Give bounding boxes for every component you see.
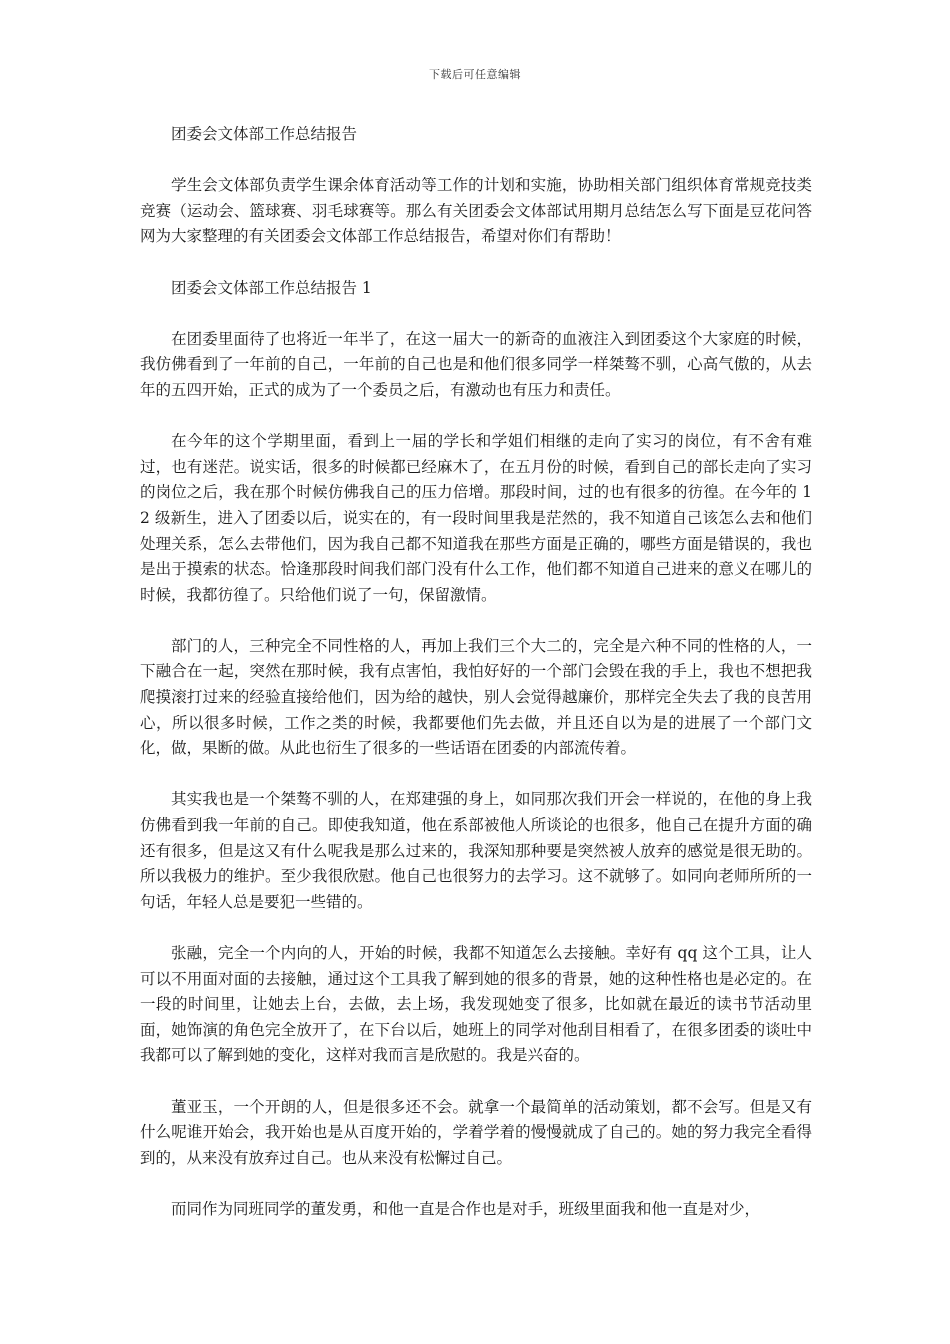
page-header: 下载后可任意编辑 <box>429 68 521 81</box>
body-paragraph: 部门的人，三种完全不同性格的人，再加上我们三个大二的，完全是六种不同的性格的人，一下融合在一起，突然在那时候，我有点害怕，我怕好好的一个部门会毁在我的手上，我也不想把我爬摸滚打过来的经验直接给他们，因为给的越快，别人会觉得越廉价，那样完全失去了我的良苦用心，所以很多时候，工作之类的时候，我都要他们先去做，并且还自以为是的进展了一个部门文化，做，果断的做。从此也衍生了很多的一些话语在团委的内部流传着。 <box>140 636 812 758</box>
body-paragraph: 在团委里面待了也将近一年半了，在这一届大一的新奇的血液注入到团委这个大家庭的时候，我仿佛看到了一年前的自己，一年前的自己也是和他们很多同学一样桀骜不驯，心高气傲的，从去年的五四开始，正式的成为了一个委员之后，有激动也有压力和责任。 <box>140 329 812 399</box>
document-title: 团委会文体部工作总结报告 <box>171 125 358 143</box>
document-body <box>140 122 812 1248</box>
body-paragraph: 张融，完全一个内向的人，开始的时候，我都不知道怎么去接触。幸好有 qq 这个工具，让人可以不用面对面的去接触，通过这个工具我了解到她的很多的背景，她的这种性格也是必定的。在一段的时间里，让她去上台，去做，去上场，我发现她变了很多，比如就在最近的读书节活动里面，她饰演的角色完全放开了，在下台以后，她班上的同学对他刮目相看了，在很多团委的谈吐中我都可以了解到她的变化，这样对我而言是欣慰的。我是兴奋的。 <box>140 944 812 1065</box>
body-paragraph: 董亚玉，一个开朗的人，但是很多还不会。就拿一个最简单的活动策划，都不会写。但是又有什么呢谁开始会，我开始也是从百度开始的，学着学着的慢慢就成了自己的。她的努力我完全看得到的，从来没有放弃过自己。也从来没有松懈过自己。 <box>140 1097 812 1167</box>
section-heading: 团委会文体部工作总结报告 1 <box>171 278 372 297</box>
body-paragraph: 在今年的这个学期里面，看到上一届的学长和学姐们相继的走向了实习的岗位，有不舍有难过，也有迷茫。说实话，很多的时候都已经麻木了，在五月份的时候，看到自己的部长走向了实习的岗位之后，我在那个时候仿佛我自己的压力倍增。那段时间，过的也有很多的彷徨。在今年的 12 级新生，进入了团委以后，说实在的，有一段时间里我是茫然的，我不知道自己该怎么去和他们处理关系，怎么去带他们，因为我自己都不知道我在那些方面是正确的，哪些方面是错误的，我也是出于摸索的状态。恰逢那段时间我们部门没有什么工作，他们都不知道自己进来的意义在哪儿的时候，我都彷徨了。只给他们说了一句，保留激情。 <box>140 432 812 604</box>
intro-paragraph: 学生会文体部负责学生课余体育活动等工作的计划和实施，协助相关部门组织体育常规竞技类 竞赛（运动会、篮球赛、羽毛球赛等。那么有关团委会文体部试用期月总结怎么写下面是豆花问答网为大家整理的有关团委会文体部工作总结报告，希望对你们有帮助！ <box>140 176 812 246</box>
body-paragraph: 而同作为同班同学的董发勇，和他一直是合作也是对手，班级里面我和他一直是对少， <box>171 1199 761 1218</box>
body-paragraph: 其实我也是一个桀骜不驯的人，在郑建强的身上，如同那次我们开会一样说的，在他的身上我仿佛看到我一年前的自己。即使我知道，他在系部被他人所谈论的也很多，他自己在提升方面的确还有很多，但是这又有什么呢我是那么过来的，我深知那种要是突然被人放弃的感觉是很无助的。所以我极力的维护。至少我很欣慰。他自己也很努力的去学习。这不就够了。如同向老师所所的一句话，年轻人总是要犯一些错的。 <box>140 790 812 911</box>
